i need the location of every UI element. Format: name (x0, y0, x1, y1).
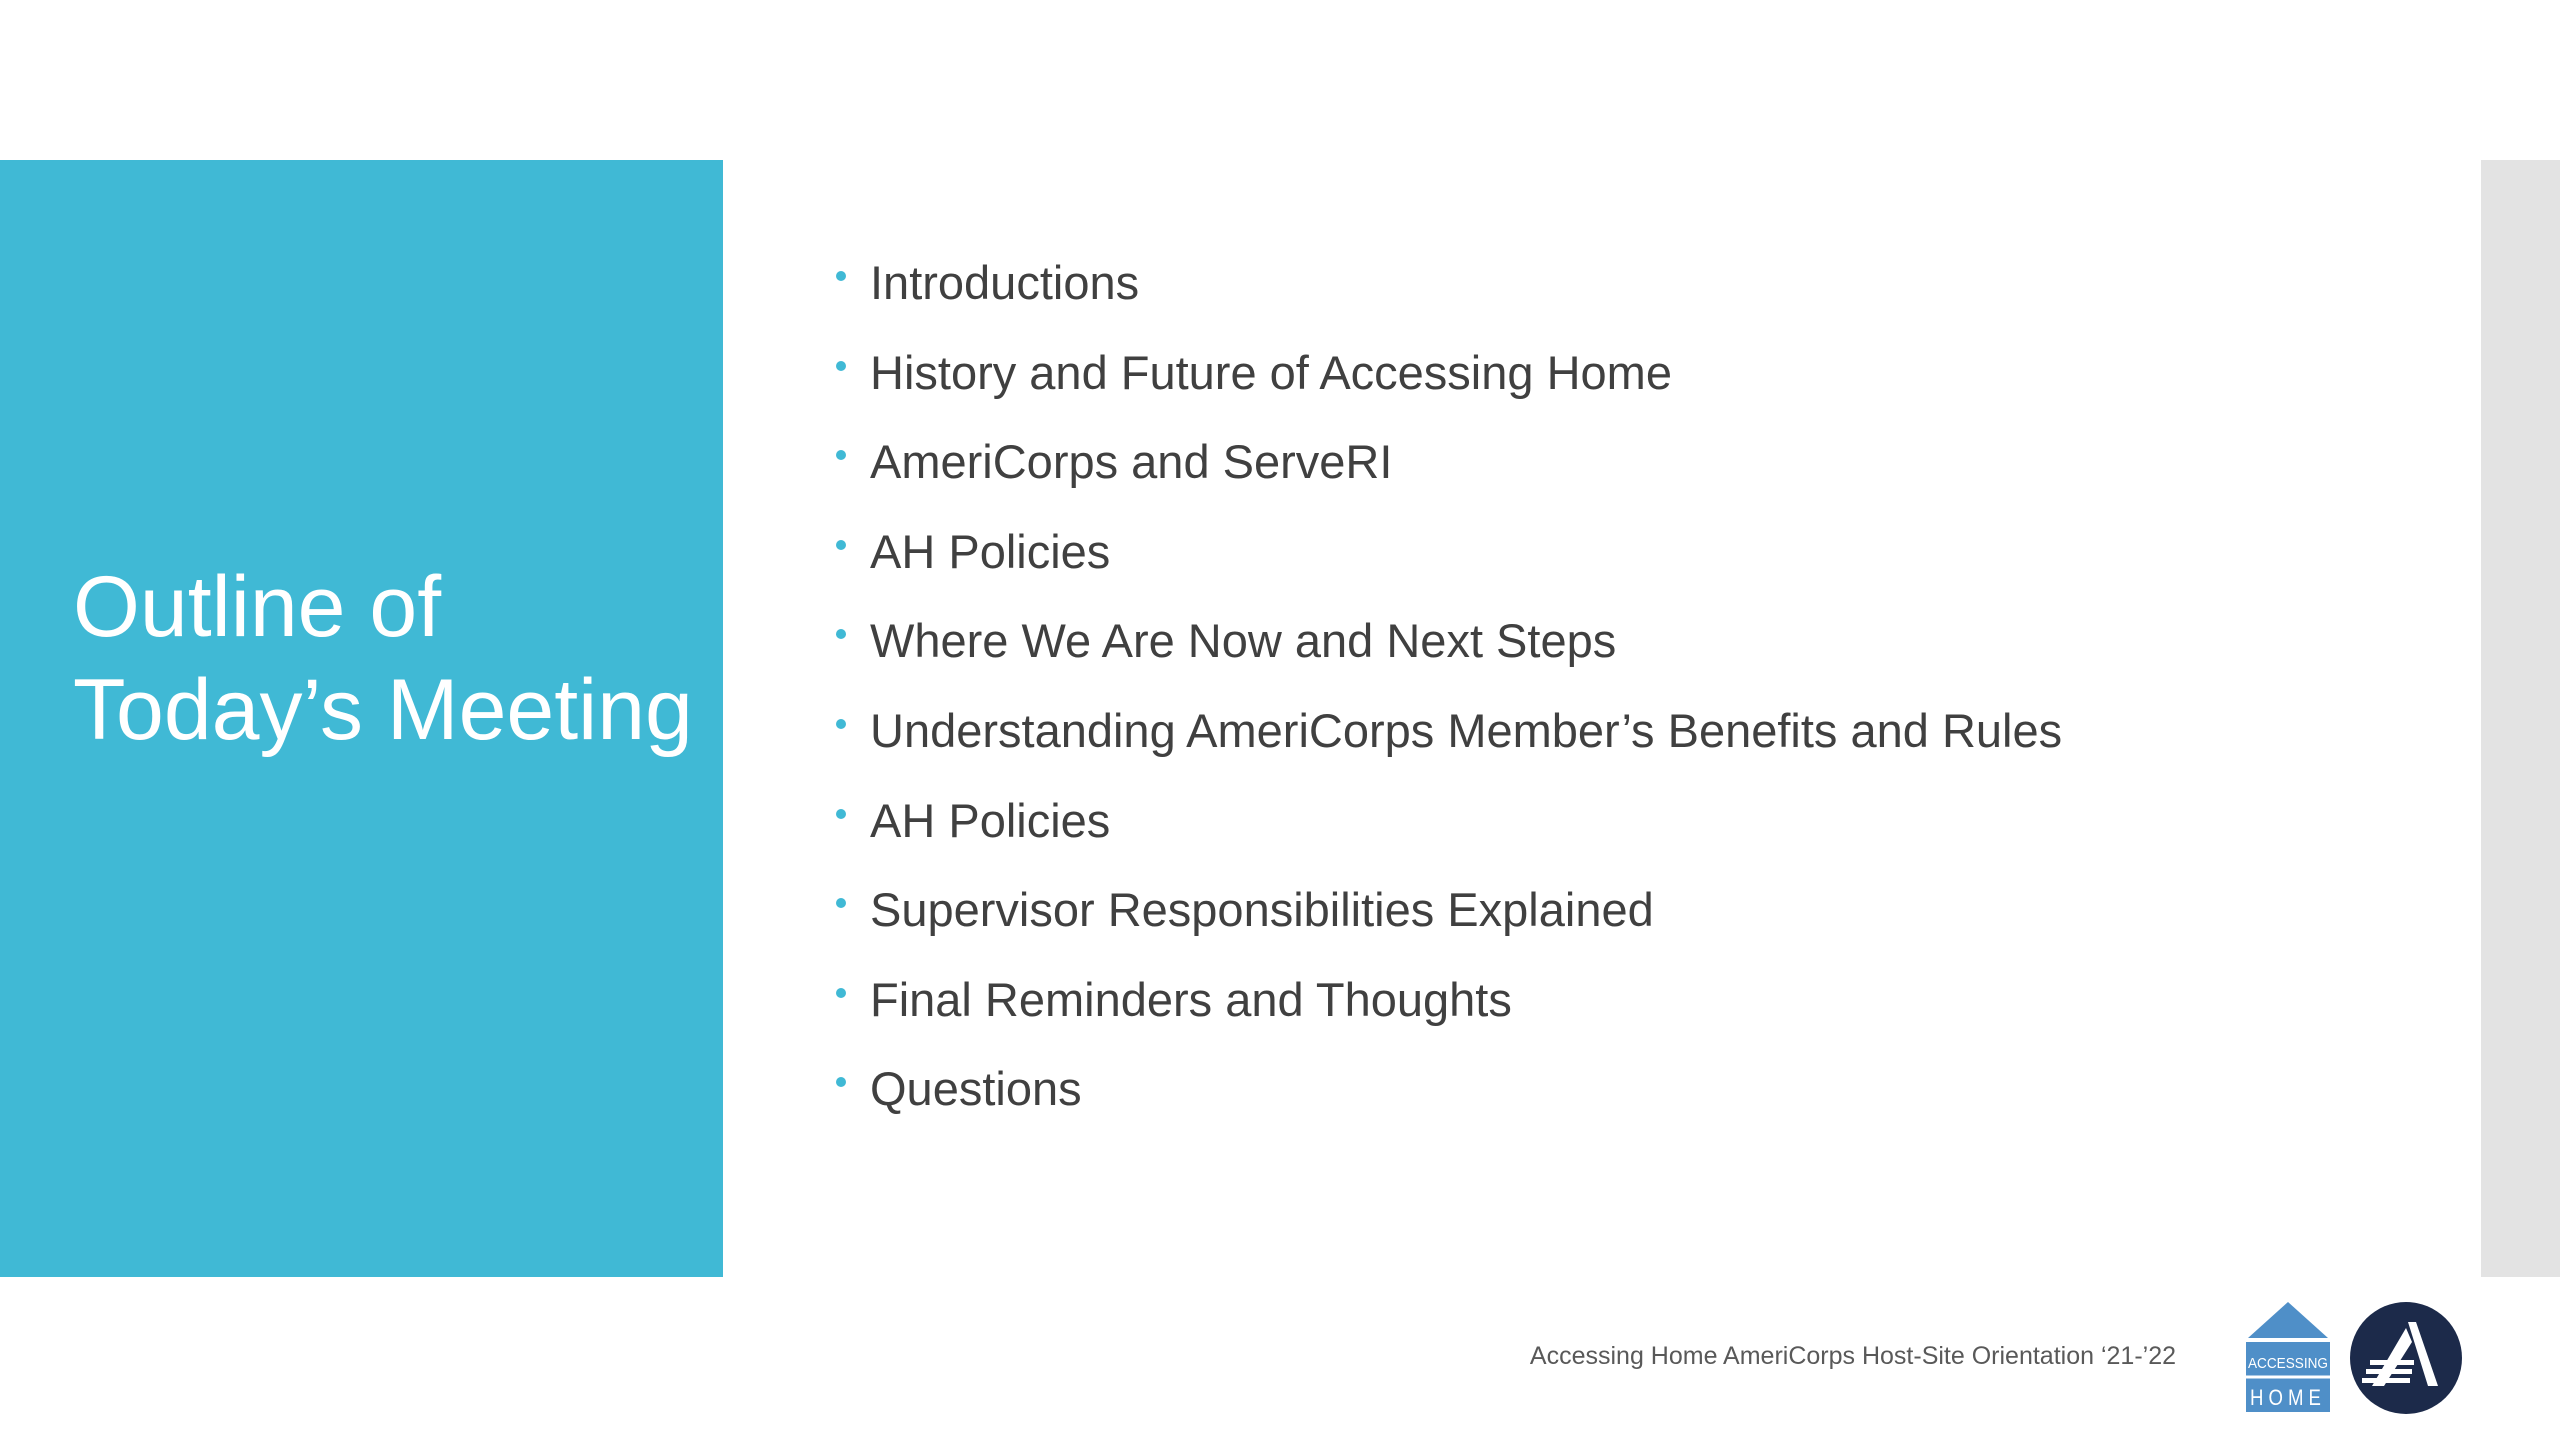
accessing-home-logo-icon (2242, 1298, 2334, 1414)
list-item-label: AH Policies (870, 793, 1111, 847)
list-item (832, 417, 2432, 507)
list-item (832, 238, 2432, 328)
list-item-label: Understanding AmeriCorps Member’s Benefits and Rules (870, 703, 2063, 757)
bullet-icon (836, 988, 846, 998)
list-item (832, 596, 2432, 686)
list-item (832, 1044, 2432, 1134)
list-item (832, 507, 2432, 597)
bullet-icon (836, 898, 846, 908)
list-item (832, 776, 2432, 866)
svg-text:ACCESSING: ACCESSING (2248, 1355, 2328, 1372)
list-item-label: History and Future of Accessing Home (870, 345, 1672, 399)
bullet-icon (836, 809, 846, 819)
bullet-icon (836, 361, 846, 371)
list-item (832, 955, 2432, 1045)
americorps-logo-icon (2350, 1302, 2462, 1414)
list-item-label: AH Policies (870, 524, 1111, 578)
svg-text:HOME: HOME (2250, 1385, 2326, 1410)
list-item-label: AmeriCorps and ServeRI (870, 435, 1393, 489)
list-item (832, 328, 2432, 418)
slide-footer: Accessing Home AmeriCorps Host-Site Orientation ‘21-’22 (1529, 1342, 2176, 1370)
list-item (832, 686, 2432, 776)
list-item-label: Introductions (870, 256, 1140, 309)
outline-list (832, 238, 2432, 1134)
bullet-icon (836, 450, 846, 460)
list-item-label: Where We Are Now and Next Steps (870, 614, 1617, 668)
bullet-icon (836, 271, 846, 281)
list-item-label: Supervisor Responsibilities Explained (870, 883, 1654, 937)
bullet-icon (836, 719, 846, 729)
right-side-bar (2481, 160, 2560, 1277)
list-item-label: Final Reminders and Thoughts (870, 972, 1512, 1026)
slide-title: Outline of Today’s Meeting (73, 559, 693, 758)
bullet-icon (836, 1077, 846, 1087)
list-item-label: Questions (870, 1062, 1082, 1116)
bullet-icon (836, 540, 846, 550)
bullet-icon (836, 629, 846, 639)
list-item (832, 865, 2432, 955)
